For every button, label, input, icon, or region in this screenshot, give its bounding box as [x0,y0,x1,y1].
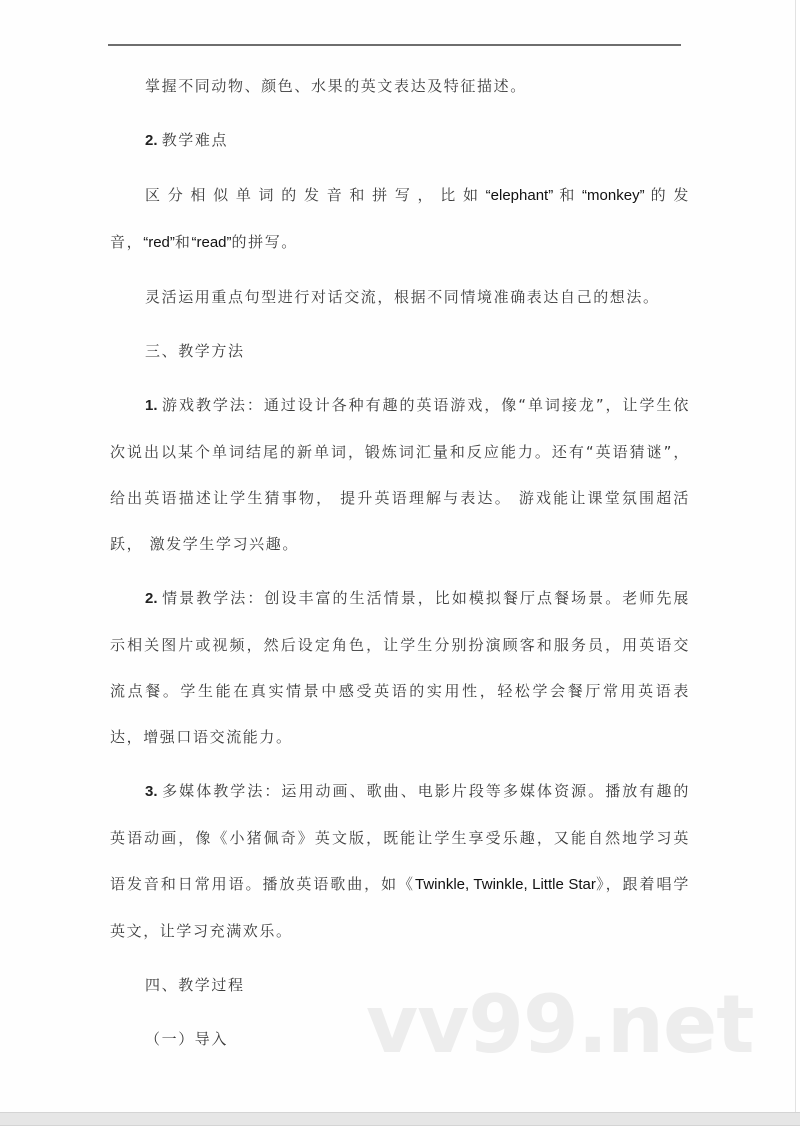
next-page-edge [0,1126,800,1137]
english-term: “elephant” [485,187,554,204]
text-run: 情景教学法：创设丰富的生活情景，比如模拟餐厅点餐场景。老师先展示相关图片或视频，然后设定角色，让学生分别扮演顾客和服务员，用英语交流点餐。学生能在真实情景中感受英语的实用性，轻松学会餐厅常用英语表达，增强口语交流能力。 [110,589,690,746]
text-run: 掌握不同动物、颜色、水果的英文表达及特征描述。 [145,77,527,95]
heading-teaching-methods [110,328,690,374]
english-term: Twinkle, Twinkle, Little Star [415,876,596,893]
document-body [110,63,690,1062]
heading-teaching-difficulties [110,117,690,164]
text-run: 游戏教学法：通过设计各种有趣的英语游戏，像“单词接龙”，让学生依次说出以某个单词结尾的新单词，锻炼词汇量和反应能力。还有“英语猜谜”，给出英语描述让学生猜事物， 提升英语理解与表达。 游戏能让课堂氛围超活跃， 激发学生学习兴趣。 [110,396,690,553]
list-number: 3. [145,783,163,800]
paragraph-method-multimedia [110,768,690,954]
text-run: 教学难点 [161,131,229,149]
text-run: 和 [553,186,583,204]
text-run: 和 [174,233,192,251]
list-number: 2. [145,132,162,149]
text-run: （一）导入 [145,1030,229,1048]
text-run: 多媒体教学法：运用动画、歌曲、电影片段等多媒体资源。播放有趣的英语动画，像《小猪佩奇》英文版，既能让学生享受乐趣，又能自然地学习英语发音和日常用语。播放英语歌曲，如《 [110,782,690,893]
english-term: “red” [143,234,175,251]
paragraph-method-situational [110,575,690,760]
watermark: vv99.net [366,978,754,1071]
text-run: 的发音， [110,186,690,251]
paragraph-objectives-text [110,63,690,109]
text-run: 四、教学过程 [145,976,245,994]
english-term: “monkey” [582,187,645,204]
paragraph-difficulty-pronunciation [110,172,690,266]
text-run: 区分相似单词的发音和拼写，比如 [145,186,486,204]
paragraph-method-games [110,382,690,567]
paragraph-difficulty-dialogue [110,274,690,320]
text-run: 》，跟着唱学英文，让学习充满欢乐。 [110,875,690,940]
list-number: 2. [145,590,163,607]
text-run: 三、教学方法 [145,342,245,360]
page-separator-band [0,1112,800,1126]
header-rule [108,44,681,46]
english-term: “read” [191,234,232,251]
text-run: 的拼写。 [231,233,298,251]
list-number: 1. [145,397,163,414]
text-run: 灵活运用重点句型进行对话交流，根据不同情境准确表达自己的想法。 [145,288,660,306]
